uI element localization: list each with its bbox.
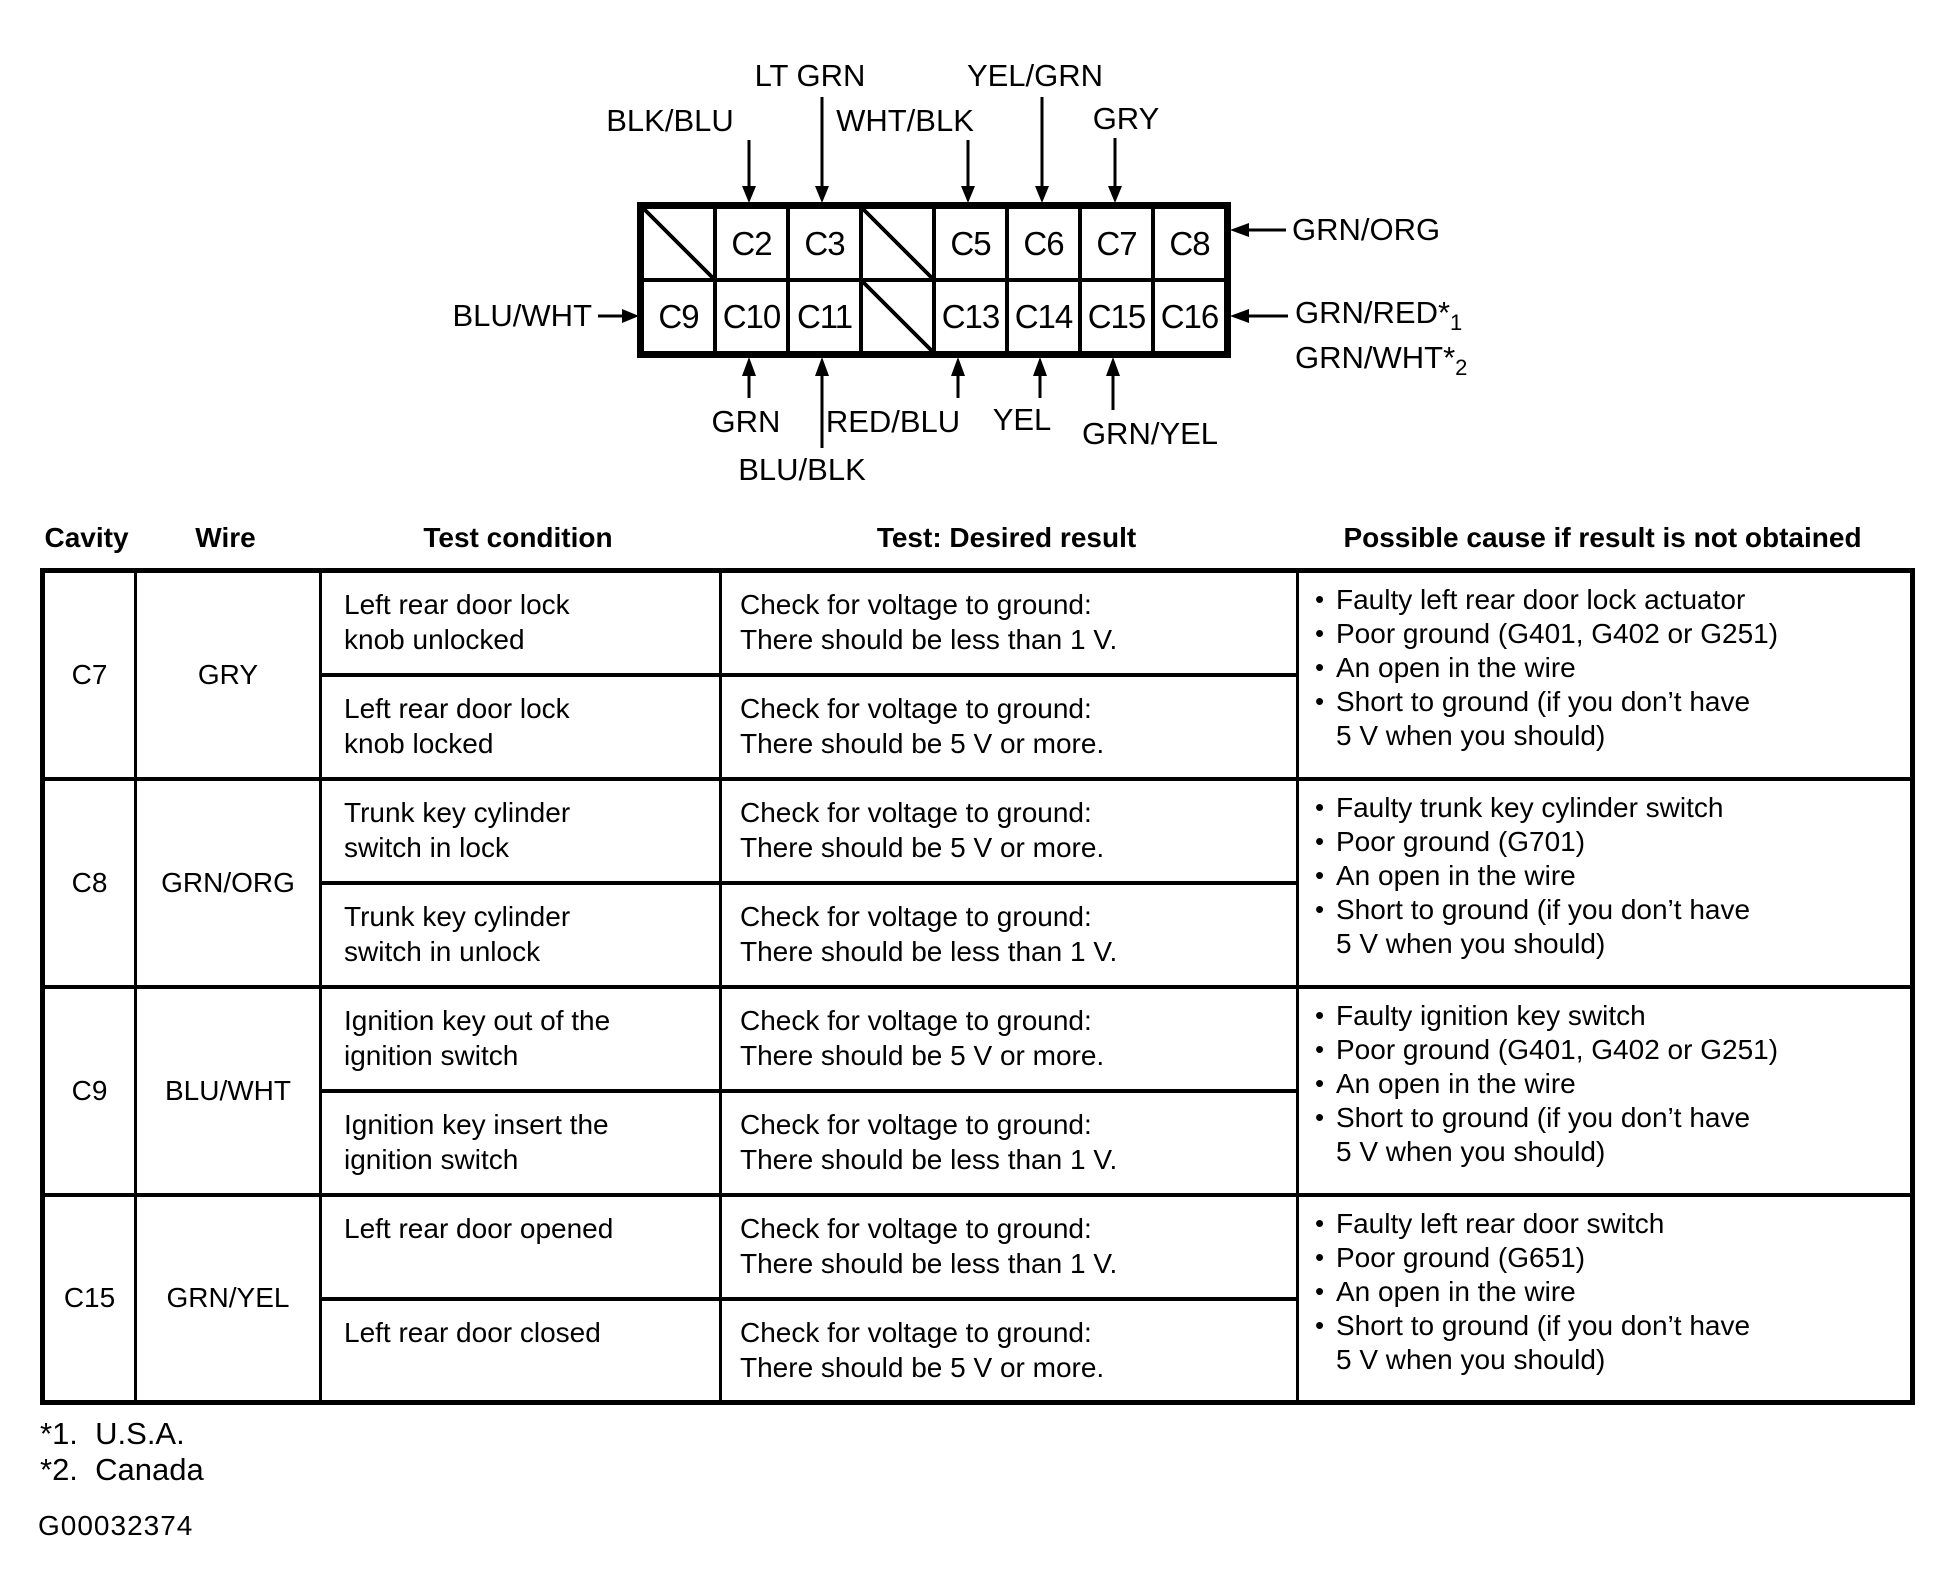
cavity-cell: C7 [43, 571, 136, 779]
cause-item: • Poor ground (G401, G402 or G251) [1309, 1033, 1906, 1067]
test-table [40, 568, 1915, 1405]
footnote-marker-1: 1 [1450, 310, 1463, 335]
cavity-cell: C9 [43, 987, 136, 1195]
connector-cell-c3: C3 [788, 207, 861, 280]
connector-cell-c16: C16 [1153, 280, 1226, 353]
wire-cell: GRN/YEL [136, 1195, 321, 1403]
wire-cell: BLU/WHT [136, 987, 321, 1195]
connector-cell-c6: C6 [1007, 207, 1080, 280]
column-header-desired-result: Test: Desired result [876, 522, 1137, 553]
connector-cell-c9: C9 [642, 280, 715, 353]
wire-label-text: GRN/WHT* [1295, 340, 1456, 375]
cause-item: • Short to ground (if you don’t have 5 V when you should) [1309, 1309, 1906, 1377]
figure-id: G00032374 [38, 1510, 194, 1541]
table-column-headers [40, 522, 1910, 554]
wire-label-grn: GRN [711, 404, 781, 439]
wire-label-gry: GRY [1092, 101, 1160, 136]
column-header-possible-cause: Possible cause if result is not obtained [1343, 522, 1862, 553]
condition-cell: Ignition key out of the ignition switch [321, 987, 721, 1091]
table-row [43, 1195, 1913, 1299]
wire-label-red-blu: RED/BLU [825, 404, 961, 439]
wire-label-blk-blu: BLK/BLU [606, 103, 734, 138]
cause-item: • An open in the wire [1309, 1067, 1906, 1101]
footnote-usa: *1. U.S.A. [40, 1416, 185, 1451]
table-row [43, 987, 1913, 1091]
wire-label-blu-wht: BLU/WHT [452, 298, 592, 333]
connector-cell-c14: C14 [1007, 280, 1080, 353]
connector-cell-c5: C5 [934, 207, 1007, 280]
connector-cell-c13: C13 [934, 280, 1007, 353]
wire-cell: GRY [136, 571, 321, 779]
causes-cell [1298, 987, 1913, 1195]
column-header-cavity: Cavity [44, 522, 129, 553]
cause-item: • An open in the wire [1309, 651, 1906, 685]
causes-list [1299, 573, 1910, 753]
table-row [43, 779, 1913, 883]
cavity-cell: C15 [43, 1195, 136, 1403]
cause-item: • Poor ground (G651) [1309, 1241, 1906, 1275]
condition-cell: Left rear door opened [321, 1195, 721, 1299]
result-cell: Check for voltage to ground: There should be less than 1 V. [721, 571, 1298, 675]
footnote-canada: *2. Canada [40, 1452, 204, 1487]
result-cell: Check for voltage to ground: There should be 5 V or more. [721, 779, 1298, 883]
connector-cell-c1-blank [642, 207, 715, 280]
condition-cell: Left rear door lock knob unlocked [321, 571, 721, 675]
connector-cell-c4-blank [861, 207, 934, 280]
column-header-wire: Wire [195, 522, 256, 553]
cause-item: • Faulty trunk key cylinder switch [1309, 791, 1906, 825]
cause-item: • An open in the wire [1309, 1275, 1906, 1309]
cause-item: • Short to ground (if you don’t have 5 V when you should) [1309, 893, 1906, 961]
wire-label-blu-blk: BLU/BLK [738, 452, 866, 487]
connector-cell-c8: C8 [1153, 207, 1226, 280]
connector-cell-c15: C15 [1080, 280, 1153, 353]
connector-cell-c12-blank [861, 280, 934, 353]
result-cell: Check for voltage to ground: There should be 5 V or more. [721, 987, 1298, 1091]
cause-item: • Poor ground (G701) [1309, 825, 1906, 859]
condition-cell: Ignition key insert the ignition switch [321, 1091, 721, 1195]
causes-cell [1298, 779, 1913, 987]
connector-diagram [637, 202, 1231, 358]
column-header-test-condition: Test condition [423, 522, 613, 553]
result-cell: Check for voltage to ground: There should be less than 1 V. [721, 1195, 1298, 1299]
wire-label-lt-grn: LT GRN [754, 58, 866, 93]
wire-label-grn-yel: GRN/YEL [1081, 416, 1219, 451]
cause-item: • Faulty left rear door switch [1309, 1207, 1906, 1241]
cause-item: • Poor ground (G401, G402 or G251) [1309, 617, 1906, 651]
footnote-marker-2: 2 [1455, 355, 1468, 380]
result-cell: Check for voltage to ground: There should be less than 1 V. [721, 1091, 1298, 1195]
causes-list [1299, 1197, 1910, 1377]
condition-cell: Trunk key cylinder switch in lock [321, 779, 721, 883]
wire-label-grn-org: GRN/ORG [1292, 212, 1441, 247]
condition-cell: Left rear door lock knob locked [321, 675, 721, 779]
condition-cell: Trunk key cylinder switch in unlock [321, 883, 721, 987]
cause-item: • Faulty left rear door lock actuator [1309, 583, 1906, 617]
result-cell: Check for voltage to ground: There should be 5 V or more. [721, 675, 1298, 779]
connector-cell-c10: C10 [715, 280, 788, 353]
wire-label-text: GRN/RED* [1295, 295, 1451, 330]
cavity-cell: C8 [43, 779, 136, 987]
wire-label-grn-red-usa [1295, 295, 1462, 336]
causes-list [1299, 781, 1910, 961]
connector-cell-c7: C7 [1080, 207, 1153, 280]
condition-cell: Left rear door closed [321, 1299, 721, 1403]
result-cell: Check for voltage to ground: There should be less than 1 V. [721, 883, 1298, 987]
wire-label-wht-blk: WHT/BLK [836, 103, 974, 138]
wire-label-grn-wht-canada [1295, 340, 1467, 381]
wire-label-yel: YEL [992, 402, 1052, 437]
connector-cell-c11: C11 [788, 280, 861, 353]
connector-cell-c2: C2 [715, 207, 788, 280]
causes-cell [1298, 571, 1913, 779]
table-row [43, 571, 1913, 675]
cause-item: • An open in the wire [1309, 859, 1906, 893]
cause-item: • Short to ground (if you don’t have 5 V when you should) [1309, 1101, 1906, 1169]
causes-cell [1298, 1195, 1913, 1403]
causes-list [1299, 989, 1910, 1169]
result-cell: Check for voltage to ground: There should be 5 V or more. [721, 1299, 1298, 1403]
cause-item: • Short to ground (if you don’t have 5 V when you should) [1309, 685, 1906, 753]
wire-cell: GRN/ORG [136, 779, 321, 987]
cause-item: • Faulty ignition key switch [1309, 999, 1906, 1033]
wire-label-yel-grn: YEL/GRN [966, 58, 1104, 93]
